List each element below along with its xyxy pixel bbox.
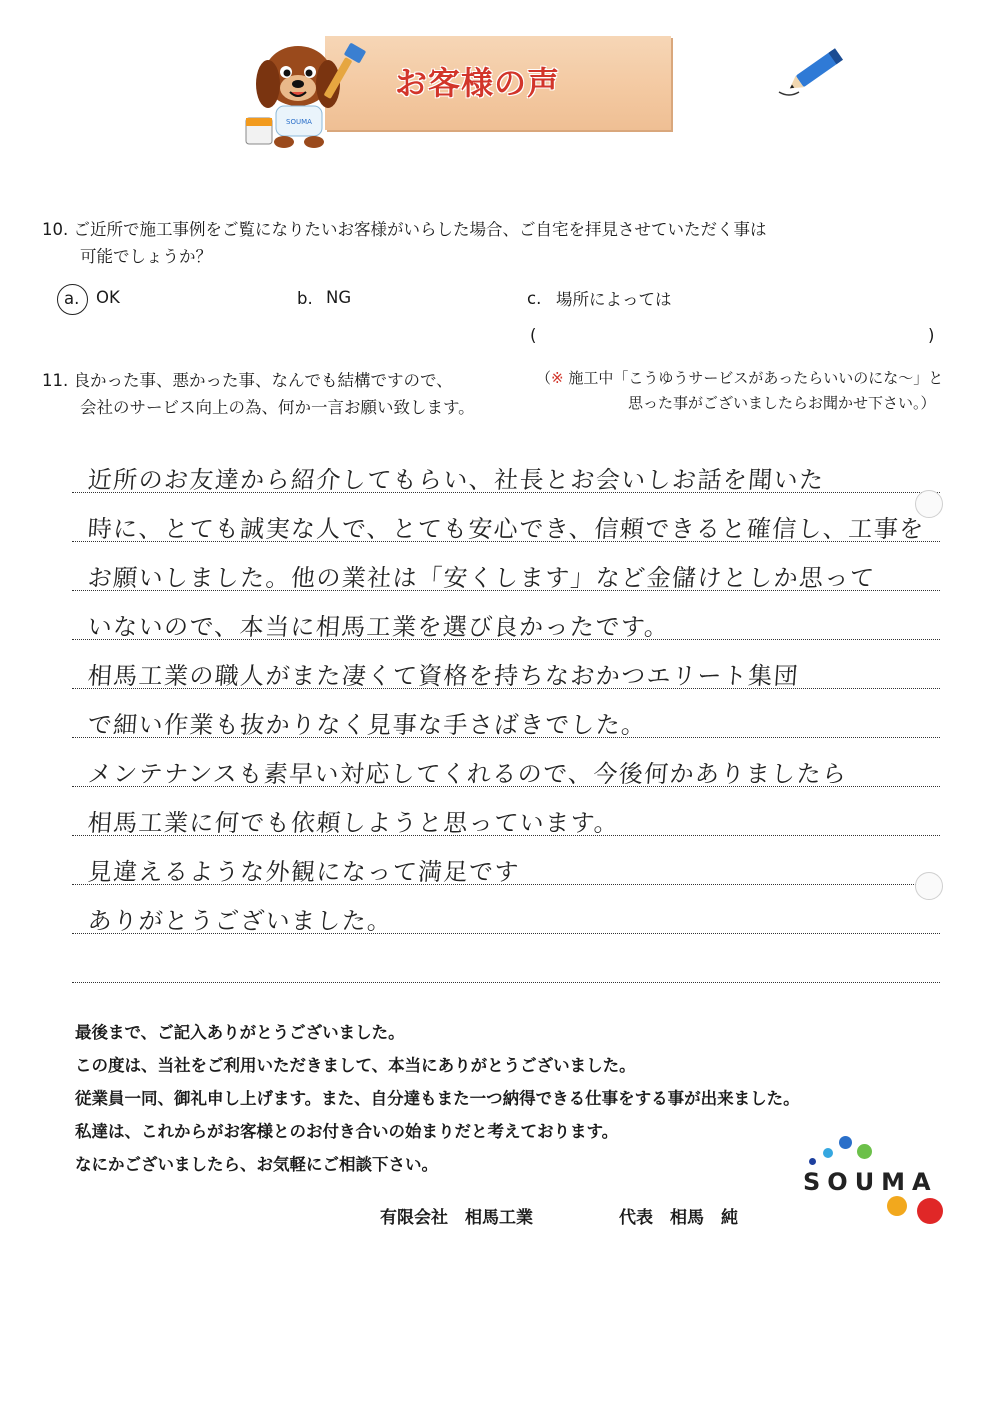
logo-dot <box>823 1148 833 1158</box>
option-c-text: 場所によっては <box>556 290 672 309</box>
handwritten-line: お願いしました。他の業社は「安くします」など金儲けとしか思って <box>86 564 877 592</box>
svg-text:SOUMA: SOUMA <box>286 118 312 126</box>
option-c-label: c. <box>527 289 542 308</box>
logo-dot <box>917 1198 943 1224</box>
closing-line: 最後まで、ご記入ありがとうございました。 <box>75 1023 405 1042</box>
logo-dot <box>857 1144 872 1159</box>
handwritten-line: 相馬工業の職人がまた凄くて資格を持ちなおかつエリート集団 <box>86 662 801 690</box>
binder-hole <box>915 490 943 518</box>
option-a-label: a. <box>64 289 80 308</box>
q11-question-line1: 11. 良かった事、悪かった事、なんでも結構ですので、 <box>42 371 453 390</box>
paren-close: ) <box>928 326 935 345</box>
handwritten-line: で細い作業も抜かりなく見事な手さばきでした。 <box>86 711 648 739</box>
option-b-text: NG <box>326 288 352 307</box>
representative-name: 代表 相馬 純 <box>619 1208 738 1228</box>
logo-dot <box>839 1136 852 1149</box>
company-name: 有限会社 相馬工業 <box>380 1208 533 1228</box>
handwritten-line: ありがとうございました。 <box>86 907 394 935</box>
pencil-icon <box>775 42 855 102</box>
souma-logo <box>795 1132 945 1228</box>
option-b-label: b. <box>297 289 313 308</box>
q11-note-line1 <box>536 366 943 391</box>
note-mark: ※ <box>551 369 564 387</box>
handwritten-line: 相馬工業に何でも依頼しようと思っています。 <box>86 809 621 837</box>
logo-text: SOUMA <box>803 1168 938 1196</box>
paren-open: ( <box>530 326 537 345</box>
binder-hole <box>915 872 943 900</box>
logo-dot <box>809 1158 816 1165</box>
page-title: お客様の声 <box>395 64 561 102</box>
handwritten-line: 近所のお友達から紹介してもらい、社長とお会いしお話を聞いた <box>86 466 826 494</box>
dog-painter-mascot-icon <box>238 32 378 156</box>
handwritten-line: いないので、本当に相馬工業を選び良かったです。 <box>86 613 671 641</box>
note-open: （ <box>536 369 552 387</box>
option-a-text: OK <box>96 288 120 307</box>
q11-note-line2: 思った事がございましたらお聞かせ下さい。） <box>628 394 936 412</box>
closing-line: この度は、当社をご利用いただきまして、本当にありがとうございました。 <box>75 1056 636 1075</box>
closing-message <box>75 1016 800 1181</box>
handwritten-line: メンテナンスも素早い対応してくれるので、今後何かありましたら <box>86 760 849 788</box>
closing-line: 従業員一同、御礼申し上げます。また、自分達もまた一つ納得できる仕事をする事が出来ました。 <box>75 1089 800 1108</box>
q10-question-line2: 可能でしょうか？ <box>80 247 212 266</box>
closing-line: なにかございましたら、お気軽にご相談下さい。 <box>75 1155 438 1174</box>
q11-question-line2: 会社のサービス向上の為、何か一言お願い致します。 <box>80 398 475 417</box>
handwritten-line: 見違えるような外観になって満足です <box>86 858 521 886</box>
handwritten-line: 時に、とても誠実な人で、とても安心でき、信頼できると確信し、工事を <box>86 515 926 543</box>
logo-dot <box>887 1196 907 1216</box>
answer-line <box>72 982 940 983</box>
q10-question-line1: 10. ご近所で施工事例をご覧になりたいお客様がいらした場合、ご自宅を拝見させていただく事は <box>42 220 767 239</box>
closing-line: 私達は、これからがお客様とのお付き合いの始まりだと考えております。 <box>75 1122 619 1141</box>
note-text-line1: 施工中「こうゆうサービスがあったらいいのにな～」と <box>563 369 944 387</box>
